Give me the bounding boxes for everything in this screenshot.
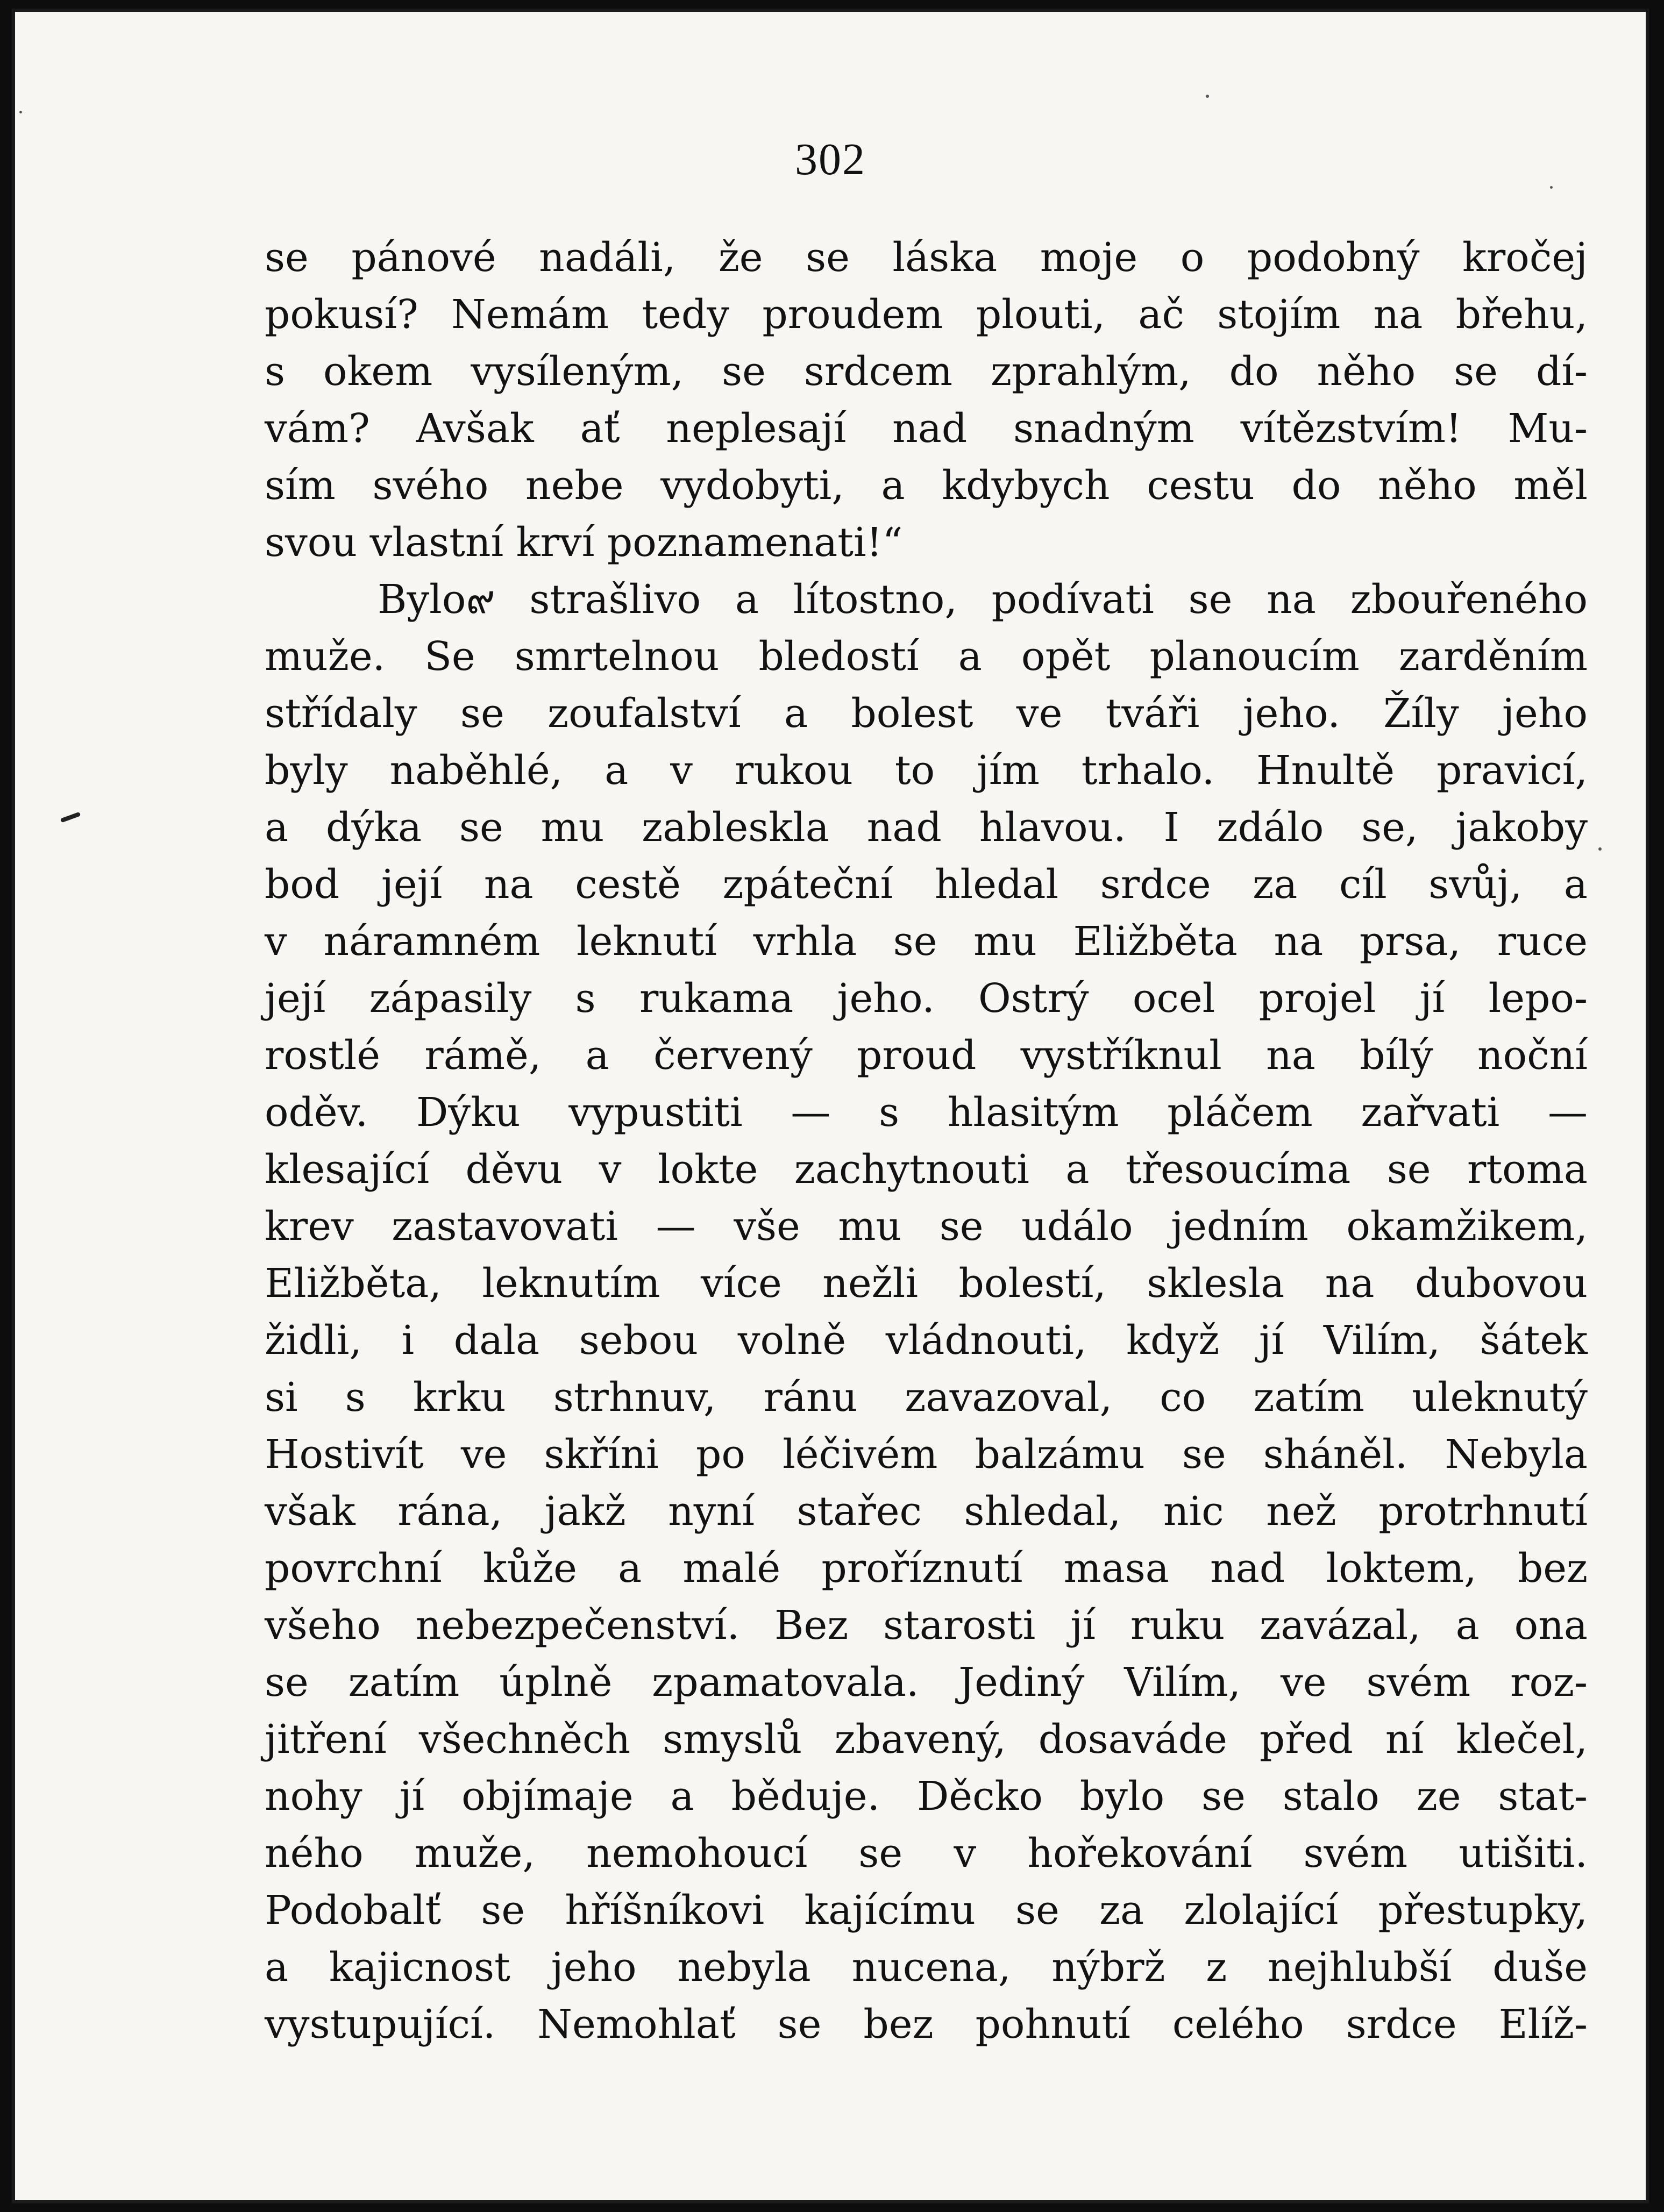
text-line: její zápasily s rukama jeho. Ostrý ocel projel jí lepo- xyxy=(265,975,1588,1022)
text-line: jitření všechněch smyslů zbavený, dosaváde před ní klečel, xyxy=(265,1716,1588,1763)
text-line: Hostivít ve skříni po léčivém balzámu se sháněl. Nebyla xyxy=(265,1431,1588,1478)
text-line: povrchní kůže a malé proříznutí masa nad loktem, bez xyxy=(265,1545,1588,1592)
text-line: oděv. Dýku vypustiti — s hlasitým pláčem zařvati — xyxy=(265,1089,1588,1136)
text-line: se zatím úplně zpamatovala. Jediný Vilím, ve svém roz- xyxy=(265,1659,1588,1706)
text-line: však rána, jakž nyní stařec shledal, nic než protrhnutí xyxy=(265,1488,1588,1535)
text-line: byly naběhlé, a v rukou to jím trhalo. Hnultě pravicí, xyxy=(265,747,1588,794)
text-line: muže. Se smrtelnou bledostí a opět planoucím zarděním xyxy=(265,633,1588,680)
text-line: a dýka se mu zableskla nad hlavou. I zdálo se, jakoby xyxy=(265,804,1588,851)
text-line: nohy jí objímaje a běduje. Děcko bylo se stalo ze stat- xyxy=(265,1773,1588,1819)
book-page xyxy=(12,9,1649,2203)
text-line: v náramném leknutí vrhla se mu Eližběta na prsa, ruce xyxy=(265,918,1588,965)
text-line: Eližběta, leknutím více nežli bolestí, sklesla na dubovou xyxy=(265,1260,1588,1307)
text-line: si s krku strhnuv, ránu zavazoval, co zatím uleknutý xyxy=(265,1374,1588,1421)
text-line: střídaly se zoufalství a bolest ve tváři jeho. Žíly jeho xyxy=(265,690,1588,737)
paragraph-start-line: Bylo๙ strašlivo a lítostno, podívati se na zbouřeného xyxy=(378,576,1588,623)
text-line: rostlé rámě, a červený proud vystříknul na bílý noční xyxy=(265,1032,1588,1079)
margin-pencil-mark xyxy=(60,812,81,823)
text-line: Podobalť se hříšníkovi kajícímu se za zlolající přestupky, xyxy=(265,1887,1588,1933)
text-line: židli, i dala sebou volně vládnouti, když jí Vilím, šátek xyxy=(265,1317,1588,1364)
text-line: ného muže, nemohoucí se v hořekování svém utišiti. xyxy=(265,1830,1588,1876)
text-line: svou vlastní krví poznamenati!“ xyxy=(265,519,903,566)
page-number: 302 xyxy=(795,134,866,184)
paper-speck xyxy=(1550,186,1553,189)
text-line: vystupující. Nemohlať se bez pohnutí celého srdce Elíž- xyxy=(265,2001,1588,2047)
text-line: a kajicnost jeho nebyla nucena, nýbrž z nejhlubší duše xyxy=(265,1944,1588,1990)
paper-speck xyxy=(1206,95,1209,98)
body-text xyxy=(265,229,1588,2053)
text-line: pokusí? Nemám tedy proudem plouti, ač stojím na břehu, xyxy=(265,291,1588,338)
paper-speck xyxy=(1598,847,1602,851)
text-line: bod její na cestě zpáteční hledal srdce za cíl svůj, a xyxy=(265,861,1588,908)
text-line: s okem vysíleným, se srdcem zprahlým, do něho se dí- xyxy=(265,348,1588,395)
text-line: klesající děvu v lokte zachytnouti a třesoucíma se rtoma xyxy=(265,1146,1588,1193)
text-line: krev zastavovati — vše mu se událo jedním okamžikem, xyxy=(265,1203,1588,1250)
text-line: všeho nebezpečenství. Bez starosti jí ruku zavázal, a ona xyxy=(265,1602,1588,1649)
text-line: vám? Avšak ať neplesají nad snadným vítězstvím! Mu- xyxy=(265,405,1588,452)
paper-speck xyxy=(19,111,22,113)
text-line: sím svého nebe vydobyti, a kdybych cestu do něho měl xyxy=(265,462,1588,509)
text-line: se pánové nadáli, že se láska moje o podobný kročej xyxy=(265,234,1588,281)
